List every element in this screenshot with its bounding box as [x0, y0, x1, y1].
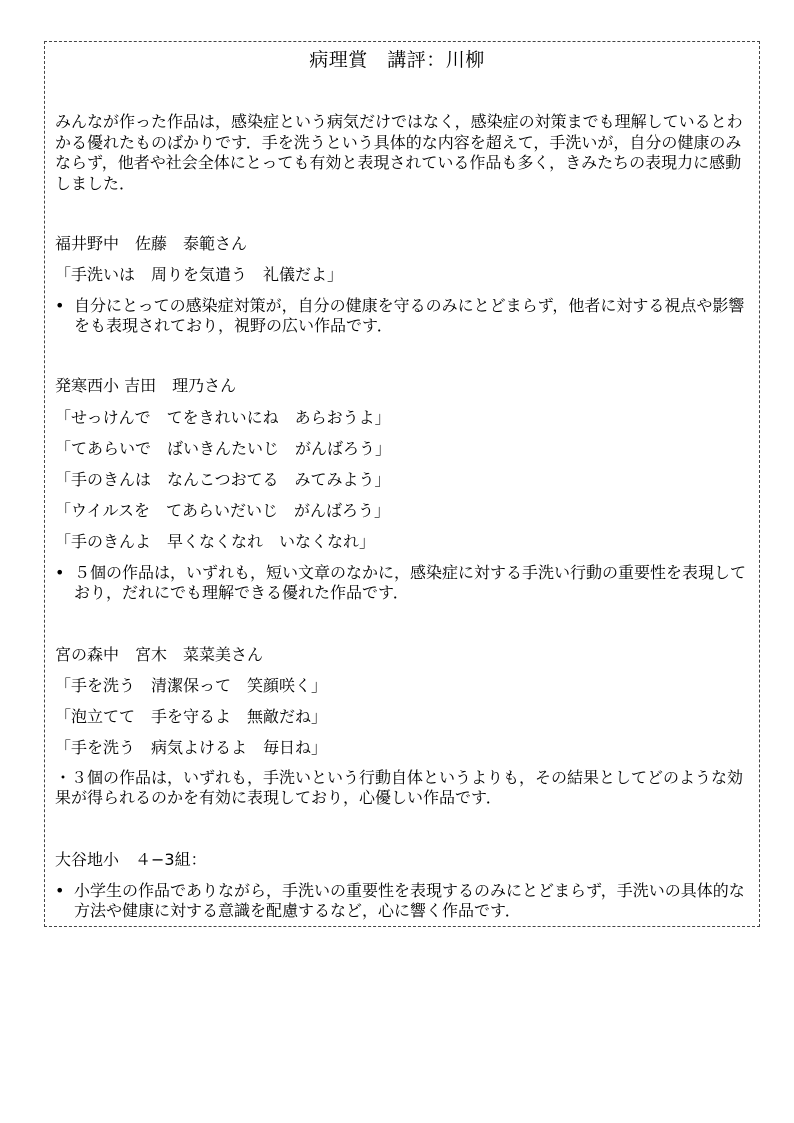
entry-4-author: 大谷地小 ４−3組：: [55, 850, 207, 869]
intro-paragraph: みんなが作った作品は，感染症という病気だけではなく，感染症の対策までも理解しているとわかる優れたものばかりです．手を洗うという具体的な内容を超えて，手洗いが，自分の健康のみならず，他者や社会全体にとっても有効と表現されている作品も多く，きみたちの表現力に感動しました．: [55, 112, 743, 193]
entry-2-author: 発寒西小 吉田 理乃さん: [55, 376, 237, 395]
entry-3-poem-3: 「手を洗う 病気よけるよ 毎日ね」: [55, 738, 328, 757]
entry-1-poem-1: 「手洗いは 周りを気遣う 礼儀だよ」: [55, 265, 344, 284]
entry-2-poem-3: 「手のきんは なんこつおてる みてみよう」: [55, 470, 391, 489]
entry-3-comment: ・３個の作品は，いずれも，手洗いという行動自体というよりも，その結果としてどのような効果が得られるのかを有効に表現しており，心優しい作品です．: [55, 768, 744, 807]
entry-2-comment: [55, 563, 749, 603]
entry-1-author: 福井野中 佐藤 泰範さん: [55, 234, 248, 253]
bullet-icon: •: [55, 881, 65, 900]
entry-4-comment: [55, 881, 749, 921]
entry-3-author: 宮の森中 宮木 菜菜美さん: [55, 645, 264, 664]
entry-2-poem-5: 「手のきんよ 早くなくなれ いなくなれ」: [55, 532, 376, 551]
entry-2-poem-1: 「せっけんで てをきれいにね あらおうよ」: [55, 408, 391, 427]
page-title: 病理賞 講評：川柳: [309, 49, 485, 71]
entry-3-poem-1: 「手を洗う 清潔保って 笑顔咲く」: [55, 676, 328, 695]
bullet-icon: •: [55, 296, 65, 315]
bullet-icon: •: [55, 563, 65, 582]
entry-4-comment-text: 小学生の作品でありながら，手洗いの重要性を表現するのみにとどまらず，手洗いの具体的な方法や健康に対する意識を配慮するなど，心に響く作品です．: [74, 881, 745, 920]
entry-3-poem-2: 「泡立てて 手を守るよ 無敵だね」: [55, 707, 328, 726]
entry-2-comment-text: ５個の作品は，いずれも，短い文章のなかに，感染症に対する手洗い行動の重要性を表現しており，だれにでも理解できる優れた作品です．: [74, 563, 747, 602]
entry-2-poem-2: 「てあらいで ばいきんたいじ がんばろう」: [55, 439, 392, 458]
entry-2-poem-4: 「ウイルスを てあらいだいじ がんばろう」: [55, 501, 391, 520]
entry-1-comment: [55, 296, 749, 336]
entry-1-comment-text: 自分にとっての感染症対策が，自分の健康を守るのみにとどまらず，他者に対する視点や影響をも表現されており，視野の広い作品です．: [74, 296, 745, 335]
